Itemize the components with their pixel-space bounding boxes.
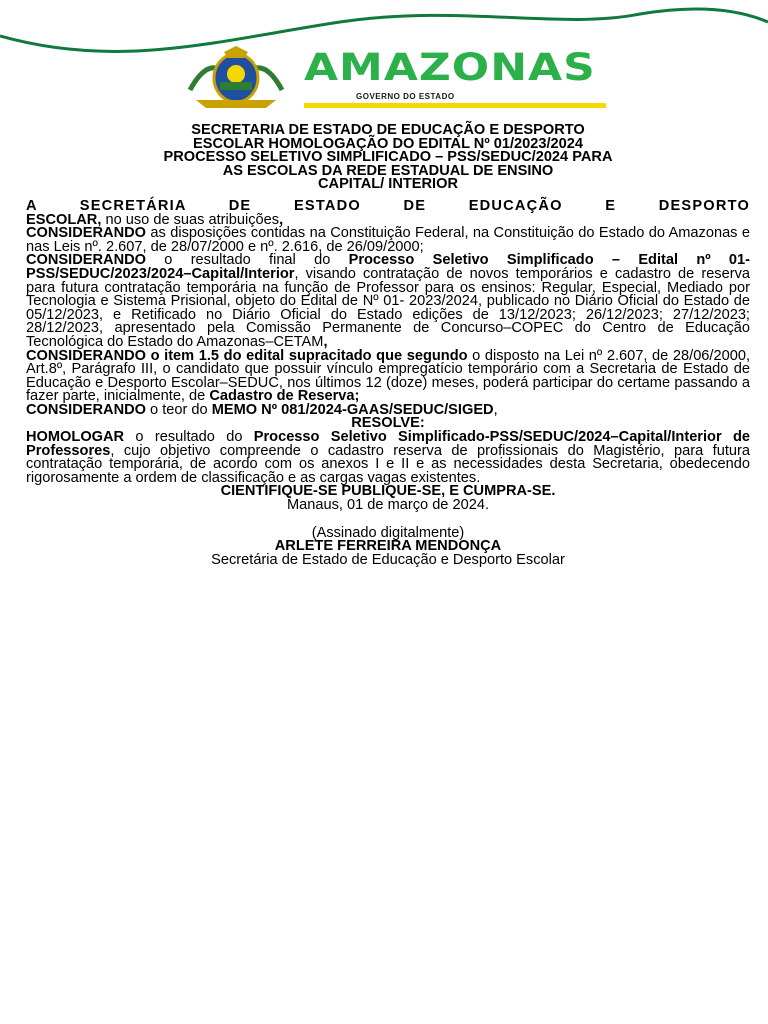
considerando-2-label: CONSIDERANDO [26,252,146,269]
considerando-1 [26,227,750,254]
considerando-3-label: CONSIDERANDO o item 1.5 do edital supracitado que segundo [26,347,468,364]
considerando-3-reserve: Cadastro de Reserva; [209,388,360,405]
considerando-4-text: o teor do [146,401,212,418]
considerando-4-end: , [493,401,498,418]
header-logo [186,44,610,110]
homologar-label: HOMOLOGAR [26,429,125,446]
homologar-process-name: Processo Seletivo Simplificado-PSS/SEDUC/2024–Capital/Interior de Professores [26,429,750,459]
considerando-4-label: CONSIDERANDO [26,401,146,418]
homologar-text-c: , cujo objetivo compreende o cadastro reserva de profissionais do Magistério, para futura contratação temporária, de acordo com os anexos I e II e as necessidades desta Secretaria, obedecendo rigorosamente a ordem de classificação e as cargas vagas existentes. [26,442,750,486]
title-line-3: PROCESSO SELETIVO SIMPLIFICADO – PSS/SEDUC/2024 PARA [163,149,613,166]
considerando-1-label: CONSIDERANDO [26,225,146,242]
considerando-2 [26,254,750,349]
signer-name: ARLETE FERREIRA MENDONÇA [274,538,502,555]
title-line-2: ESCOLAR HOMOLOGAÇÃO DO EDITAL Nº 01/2023/2024 [193,135,583,152]
brand-accent-bar [304,103,606,108]
homologar-paragraph [26,431,750,485]
brand-subtitle: GOVERNO DO ESTADO [356,92,455,101]
publish-line: CIENTIFIQUE-SE PUBLIQUE-SE, E CUMPRA-SE. [220,483,556,500]
considerando-2-end: , [323,333,328,350]
considerando-3 [26,347,750,405]
homologar-text-a: o resultado do [124,429,254,446]
state-coat-of-arms-icon [186,44,286,110]
considerando-3-text: o disposto na Lei nº 2.607, de 28/06/2000, Art.8º, Parágrafo III, o candidato que possuir vínculo empregatício temporário com a Secretaria de Estado de Educação e Desporto Escolar–SEDUC, nos últimos 12 (doze) meses, poderá participar do certame passando a fazer parte, inicialmente, de [26,347,750,405]
considerando-1-text: as disposições contidas na Constituição Federal, na Constituição do Estado do Amazonas e nas Leis nº. 2.607, de 28/07/2000 e nº. 2.616, de 26/09/2000; [26,225,750,255]
title-line-4: AS ESCOLAS DA REDE ESTADUAL DE ENSINO [222,162,554,179]
document-title [26,124,750,192]
intro-text: no uso de suas atribuições [101,211,280,228]
intro-escolar: ESCOLAR, [26,211,102,228]
considerando-2-text-c: , visando contratação de novos temporários e cadastro de reserva para futura contratação temporária na função de Professor para os ensinos: Regular, Especial, Mediado por Tecnologia e Sistema Prisional, objeto do Edital de Nº 01- 2023/2024, publicado no Diário Oficial do Estado de 05/12/2023, e Retificado no Diário Oficial do Estado edições de 13/12/2023; 26/12/2023; 27/12/2023; 28/12/2023, apresentado pela Comissão Permanente de Concurso–COPEC do Centro de Educação Tecnológica do Estado do Amazonas–CETAM [26,265,750,350]
considerando-4-memo: MEMO Nº 081/2024-GAAS/SEDUC/SIGED [211,401,494,418]
title-line-5: CAPITAL/ INTERIOR [318,176,458,193]
considerando-2-text-a: o resultado final do [146,252,349,269]
brand-wordmark: AMAZONAS [304,46,596,90]
resolve-heading: RESOLVE: [351,415,425,432]
intro-comma: , [279,211,284,228]
considerando-2-process-name: Processo Seletivo Simplificado – Edital nº 01-PSS/SEDUC/2023/2024–Capital/Interior [26,252,750,282]
signed-note: (Assinado digitalmente) [311,524,465,541]
title-line-1: SECRETARIA DE ESTADO DE EDUCAÇÃO E DESPORTO [191,122,585,138]
place-date: Manaus, 01 de março de 2024. [286,497,489,514]
document-body [26,124,750,567]
brand-subline [304,92,606,108]
intro-authority-line: A SECRETÁRIA DE ESTADO DE EDUCAÇÃO E DESPORTO [26,197,750,214]
signer-role: Secretária de Estado de Educação e Desporto Escolar [211,551,565,568]
